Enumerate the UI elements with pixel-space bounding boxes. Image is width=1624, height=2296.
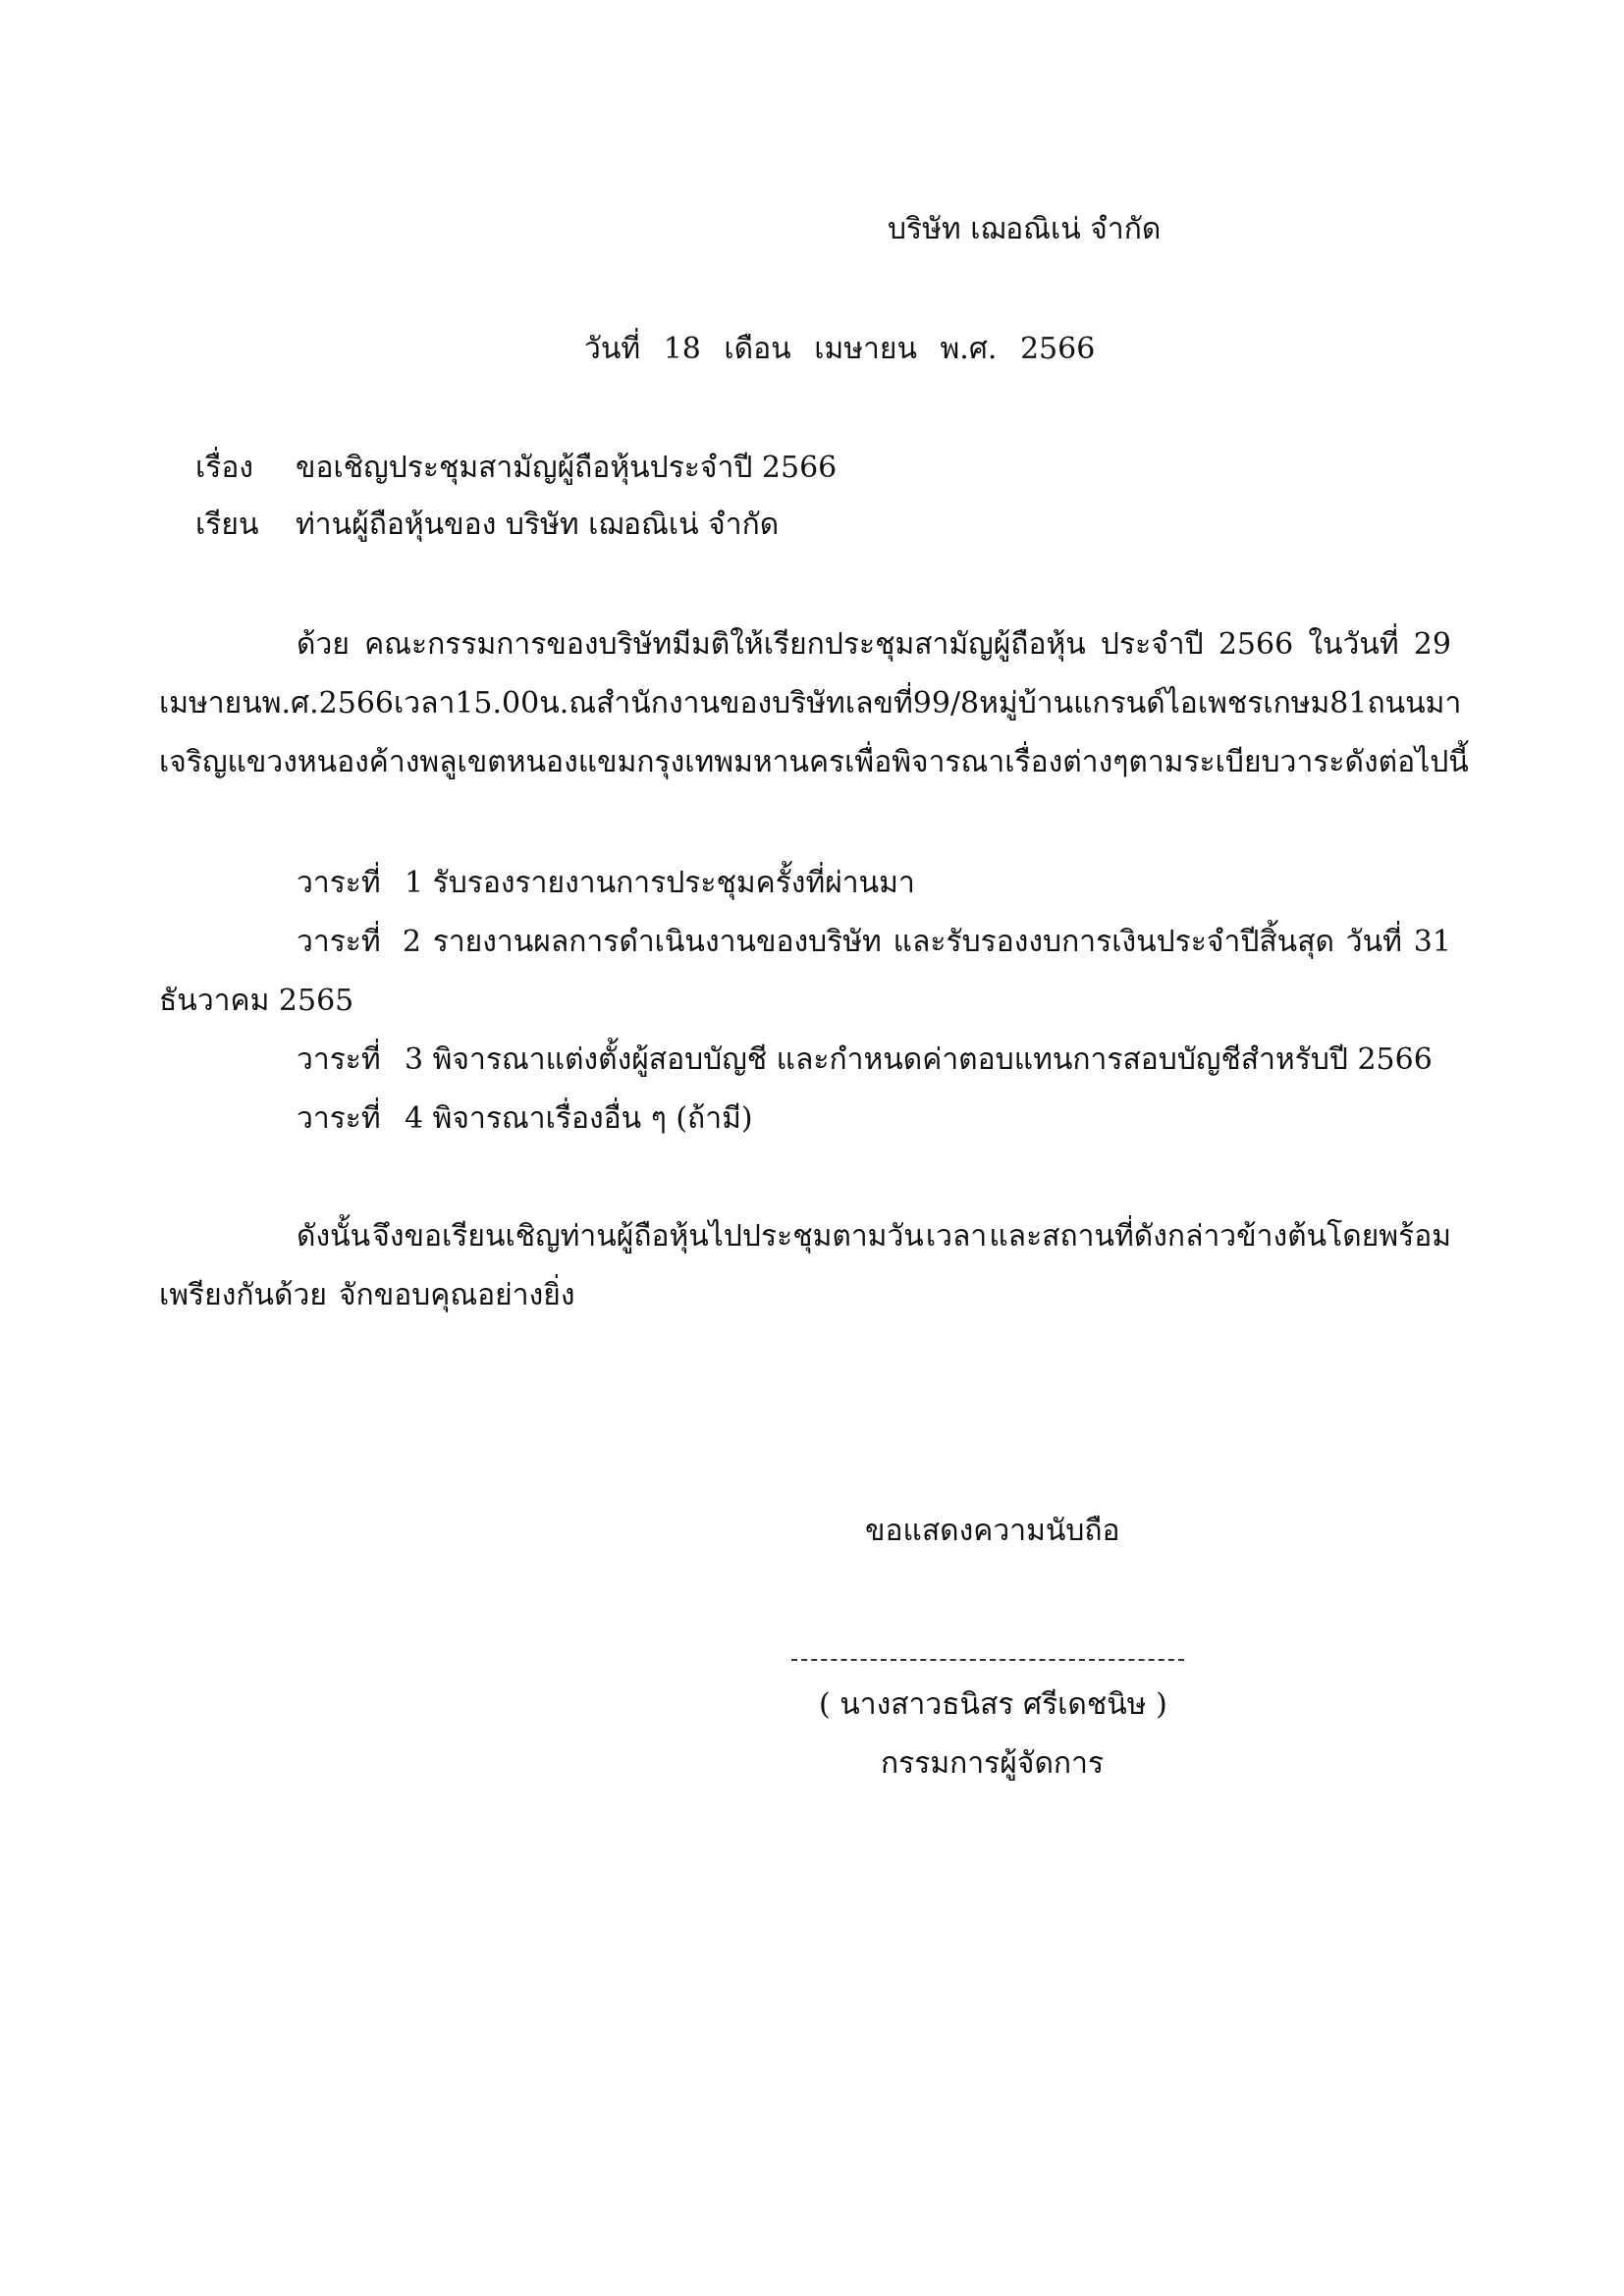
intro-word: เพชรเกษม bbox=[1197, 686, 1330, 721]
intro-word: 99/8 bbox=[912, 686, 980, 721]
conclusion-line-2 bbox=[159, 1276, 1451, 1315]
agenda-word: วันที่ bbox=[1345, 925, 1402, 959]
agenda-item-2-line-2 bbox=[159, 982, 1451, 1021]
intro-word: 2566 bbox=[1218, 627, 1294, 662]
intro-word: น. bbox=[539, 686, 569, 721]
intro-line-2 bbox=[159, 684, 1462, 723]
addressee-label: เรียน bbox=[195, 507, 259, 542]
agenda-label: วาระที่ bbox=[297, 925, 381, 959]
signer-title: กรรมการผู้จัดการ bbox=[881, 1746, 1105, 1781]
signer-name: ( นางสาวธนิสร ศรีเดชนิษ ) bbox=[819, 1687, 1167, 1722]
agenda-text: 1 รับรองรายงานการประชุมครั้งที่ผ่านมา bbox=[405, 866, 915, 900]
intro-word: คณะกรรมการของบริษัทมีมติให้เรียกประชุมสามัญผู้ถือหุ้น bbox=[364, 627, 1086, 662]
agenda-label: วาระที่ bbox=[297, 1042, 381, 1077]
agenda-word: รายงานผลการดำเนินงานของบริษัท bbox=[432, 925, 882, 959]
intro-word: สำนักงานของบริษัท bbox=[596, 686, 845, 721]
subject-label: เรื่อง bbox=[195, 451, 254, 485]
intro-word: เขตหนองแขม bbox=[457, 745, 637, 779]
agenda-label: วาระที่ bbox=[297, 866, 381, 900]
agenda-item-2-line-1 bbox=[297, 923, 1451, 962]
intro-word: ๆ bbox=[1112, 745, 1129, 779]
letter-date bbox=[584, 330, 1095, 369]
intro-word: เพื่อพิจารณาเรื่องต่าง bbox=[844, 745, 1113, 779]
intro-word: แขวงหนองค้างพลู bbox=[227, 745, 458, 779]
date-day-label: วันที่ bbox=[584, 332, 641, 366]
intro-word: เลขที่ bbox=[844, 686, 913, 721]
intro-word: 2566 bbox=[318, 686, 394, 721]
intro-word: 15.00 bbox=[455, 686, 540, 721]
intro-word: ประจำปี bbox=[1100, 627, 1204, 662]
agenda-item-3 bbox=[297, 1041, 1433, 1080]
intro-word: ถนนมา bbox=[1367, 686, 1462, 721]
date-month: เมษายน bbox=[814, 332, 917, 366]
agenda-text: 3 พิจารณาแต่งตั้งผู้สอบบัญชี และกำหนดค่าตอบแทนการสอบบัญชีสำหรับปี 2566 bbox=[405, 1042, 1433, 1077]
intro-word: เวลา bbox=[394, 686, 456, 721]
addressee-line bbox=[195, 506, 779, 545]
signature-line bbox=[791, 1659, 1184, 1661]
agenda-text: 4 พิจารณาเรื่องอื่น ๆ (ถ้ามี) bbox=[405, 1101, 753, 1136]
closing-salutation: ขอแสดงความนับถือ bbox=[865, 1514, 1120, 1548]
intro-word: ณ bbox=[568, 686, 597, 721]
company-header: บริษัท เฌอณิเน่ จำกัด bbox=[888, 212, 1162, 246]
agenda-item-4 bbox=[297, 1099, 753, 1139]
agenda-word: และรับรองงบการเงินประจำปีสิ้นสุด bbox=[893, 925, 1334, 959]
intro-word: ด้วย bbox=[297, 627, 350, 662]
intro-word: แกรนด์ไอ bbox=[1073, 686, 1198, 721]
intro-word: กรุงเทพมหานคร bbox=[636, 745, 845, 779]
date-year: 2566 bbox=[1019, 332, 1096, 366]
intro-word: 29 bbox=[1413, 627, 1451, 662]
date-era: พ.ศ. bbox=[940, 332, 998, 366]
intro-word: เจริญ bbox=[159, 745, 228, 779]
agenda-word: 2 bbox=[402, 925, 421, 959]
subject-line bbox=[195, 449, 837, 488]
intro-line-1 bbox=[297, 625, 1451, 665]
conclusion-word: จักขอบคุณอย่างยิ่ง bbox=[338, 1278, 575, 1312]
intro-word: หมู่บ้าน bbox=[979, 686, 1074, 721]
agenda-word: 31 bbox=[1413, 925, 1451, 959]
agenda-text: ธันวาคม 2565 bbox=[159, 984, 354, 1018]
agenda-label: วาระที่ bbox=[297, 1101, 381, 1136]
intro-word: 81 bbox=[1329, 686, 1368, 721]
conclusion-word: เวลา bbox=[925, 1219, 988, 1254]
intro-word: พ.ศ. bbox=[261, 686, 319, 721]
date-day: 18 bbox=[663, 332, 701, 366]
conclusion-word: และสถานที่ดังกล่าวข้างต้นโดยพร้อม bbox=[989, 1219, 1451, 1254]
agenda-item-1 bbox=[297, 864, 915, 903]
date-month-label: เดือน bbox=[724, 332, 791, 366]
addressee-text: ท่านผู้ถือหุ้นของ บริษัท เฌอณิเน่ จำกัด bbox=[296, 507, 780, 542]
subject-text: ขอเชิญประชุมสามัญผู้ถือหุ้นประจำปี 2566 bbox=[296, 451, 838, 485]
conclusion-word: เพรียงกันด้วย bbox=[159, 1278, 327, 1312]
intro-word: เมษายน bbox=[159, 686, 262, 721]
intro-word: ในวันที่ bbox=[1308, 627, 1399, 662]
intro-word: ตามระเบียบวาระดังต่อไปนี้ bbox=[1128, 745, 1469, 779]
conclusion-word: จึงขอเรียนเชิญท่านผู้ถือหุ้นไปประชุมตามวัน bbox=[372, 1219, 924, 1254]
conclusion-word: ดังนั้น bbox=[297, 1219, 371, 1254]
intro-line-3 bbox=[159, 743, 1469, 782]
conclusion-line-1 bbox=[297, 1217, 1451, 1256]
